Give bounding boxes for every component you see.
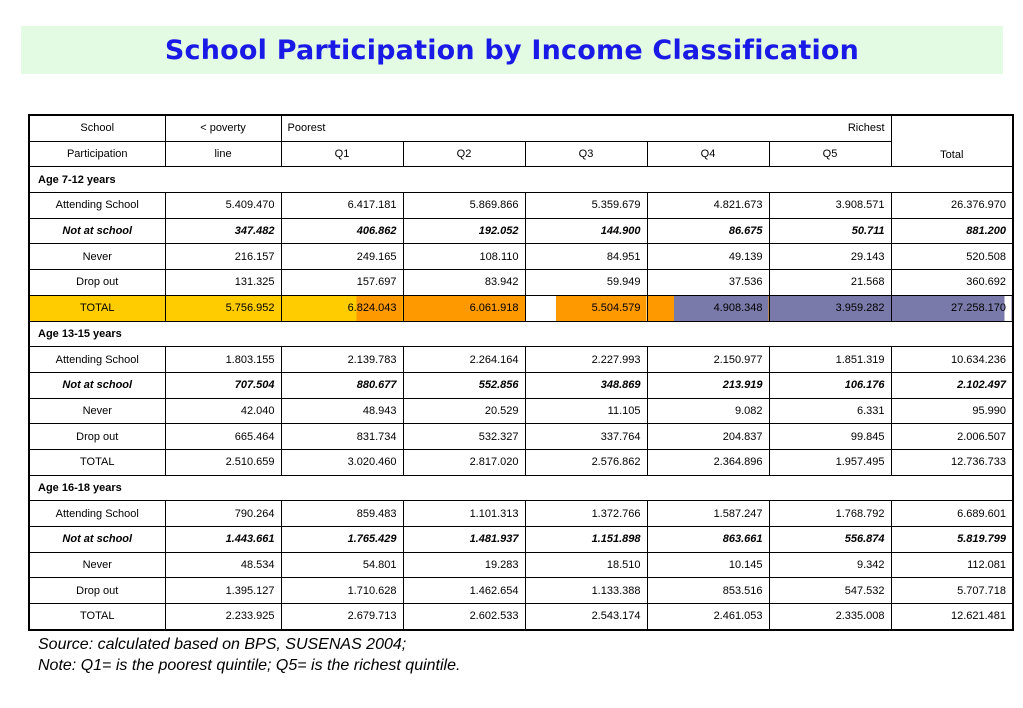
table-cell: 37.536 xyxy=(647,270,769,296)
header-poverty: < poverty xyxy=(165,115,281,141)
row-label: Never xyxy=(29,244,165,270)
header-q4: Q4 xyxy=(647,141,769,167)
table-cell: 665.464 xyxy=(165,424,281,450)
table-cell: 95.990 xyxy=(891,398,1013,424)
table-cell: 157.697 xyxy=(281,270,403,296)
header-line: line xyxy=(165,141,281,167)
table-cell: 204.837 xyxy=(647,424,769,450)
table-row xyxy=(29,527,1013,553)
table-cell: 1.481.937 xyxy=(403,527,525,553)
table-row xyxy=(29,244,1013,270)
table-row xyxy=(29,270,1013,296)
table-cell: 2.576.862 xyxy=(525,449,647,475)
table-row xyxy=(29,372,1013,398)
table-cell: 19.283 xyxy=(403,552,525,578)
table-cell: 1.768.792 xyxy=(769,501,891,527)
row-label: Not at school xyxy=(29,218,165,244)
table-cell: 6.061.918 xyxy=(403,295,525,321)
header-q1: Q1 xyxy=(281,141,403,167)
row-label: Not at school xyxy=(29,372,165,398)
table-cell: 881.200 xyxy=(891,218,1013,244)
table-cell: 11.105 xyxy=(525,398,647,424)
footnote xyxy=(38,634,460,676)
header-poorest: Poorest xyxy=(287,122,326,135)
table-cell: 347.482 xyxy=(165,218,281,244)
table-cell: 5.359.679 xyxy=(525,193,647,219)
table-cell: 3.020.460 xyxy=(281,449,403,475)
table-cell: 853.516 xyxy=(647,578,769,604)
header-q2: Q2 xyxy=(403,141,525,167)
table-cell: 54.801 xyxy=(281,552,403,578)
header-participation: Participation xyxy=(29,141,165,167)
table-cell: 863.661 xyxy=(647,527,769,553)
table-cell: 9.082 xyxy=(647,398,769,424)
table-row xyxy=(29,604,1013,630)
footnote-note: Note: Q1= is the poorest quintile; Q5= is the richest quintile. xyxy=(38,657,461,674)
table-cell: 20.529 xyxy=(403,398,525,424)
table-cell: 112.081 xyxy=(891,552,1013,578)
header-school: School xyxy=(29,115,165,141)
table-cell: 3.908.571 xyxy=(769,193,891,219)
section-label: Age 7-12 years xyxy=(29,167,1013,193)
table-cell: 2.510.659 xyxy=(165,449,281,475)
table-cell: 2.233.925 xyxy=(165,604,281,630)
table-cell: 1.151.898 xyxy=(525,527,647,553)
table-cell: 2.006.507 xyxy=(891,424,1013,450)
row-label: Drop out xyxy=(29,270,165,296)
table-cell: 2.543.174 xyxy=(525,604,647,630)
table-cell: 99.845 xyxy=(769,424,891,450)
header-total: Total xyxy=(891,115,1013,167)
table-cell: 880.677 xyxy=(281,372,403,398)
table-cell: 790.264 xyxy=(165,501,281,527)
table-cell: 2.364.896 xyxy=(647,449,769,475)
table-cell: 59.949 xyxy=(525,270,647,296)
table-row xyxy=(29,193,1013,219)
table-cell: 5.409.470 xyxy=(165,193,281,219)
table-cell: 1.101.313 xyxy=(403,501,525,527)
header-row-2 xyxy=(29,141,1013,167)
table-cell: 9.342 xyxy=(769,552,891,578)
table-cell: 3.959.282 xyxy=(769,295,891,321)
table-cell: 556.874 xyxy=(769,527,891,553)
table-cell: 42.040 xyxy=(165,398,281,424)
table-cell: 348.869 xyxy=(525,372,647,398)
table-cell: 10.145 xyxy=(647,552,769,578)
table-cell: 5.504.579 xyxy=(525,295,647,321)
row-label: Never xyxy=(29,398,165,424)
section-row xyxy=(29,321,1013,347)
table-cell: 1.803.155 xyxy=(165,347,281,373)
row-label: TOTAL xyxy=(29,449,165,475)
table-cell: 2.150.977 xyxy=(647,347,769,373)
table-cell: 26.376.970 xyxy=(891,193,1013,219)
table-cell: 552.856 xyxy=(403,372,525,398)
header-q3: Q3 xyxy=(525,141,647,167)
section-label: Age 16-18 years xyxy=(29,475,1013,501)
table-cell: 249.165 xyxy=(281,244,403,270)
table-row xyxy=(29,347,1013,373)
page-title: School Participation by Income Classification xyxy=(164,34,860,66)
row-label: Not at school xyxy=(29,527,165,553)
table-cell: 106.176 xyxy=(769,372,891,398)
section-label: Age 13-15 years xyxy=(29,321,1013,347)
table-cell: 216.157 xyxy=(165,244,281,270)
table-cell: 4.908.348 xyxy=(647,295,769,321)
table-cell: 1.372.766 xyxy=(525,501,647,527)
table-cell: 12.621.481 xyxy=(891,604,1013,630)
title-banner xyxy=(21,26,1003,74)
table-cell: 192.052 xyxy=(403,218,525,244)
footnote-source: Source: calculated based on BPS, SUSENAS 2004; xyxy=(38,636,407,653)
table-row xyxy=(29,552,1013,578)
header-richest: Richest xyxy=(847,122,885,135)
table-cell: 547.532 xyxy=(769,578,891,604)
participation-table xyxy=(28,114,1014,631)
table-cell: 2.461.053 xyxy=(647,604,769,630)
header-q5: Q5 xyxy=(769,141,891,167)
section-row xyxy=(29,167,1013,193)
table-cell: 1.133.388 xyxy=(525,578,647,604)
table-cell: 144.900 xyxy=(525,218,647,244)
table-row xyxy=(29,578,1013,604)
table-cell: 18.510 xyxy=(525,552,647,578)
table-cell: 50.711 xyxy=(769,218,891,244)
table-cell: 337.764 xyxy=(525,424,647,450)
table-row xyxy=(29,218,1013,244)
table-cell: 1.395.127 xyxy=(165,578,281,604)
table-cell: 10.634.236 xyxy=(891,347,1013,373)
table-cell: 2.602.533 xyxy=(403,604,525,630)
table-cell: 1.851.319 xyxy=(769,347,891,373)
table-cell: 406.862 xyxy=(281,218,403,244)
table-cell: 1.710.628 xyxy=(281,578,403,604)
table-cell: 5.819.799 xyxy=(891,527,1013,553)
table-cell: 532.327 xyxy=(403,424,525,450)
row-label: Attending School xyxy=(29,347,165,373)
row-label: TOTAL xyxy=(29,295,165,321)
row-label: Attending School xyxy=(29,501,165,527)
table-cell: 21.568 xyxy=(769,270,891,296)
table-cell: 48.943 xyxy=(281,398,403,424)
table-row xyxy=(29,501,1013,527)
table-cell: 707.504 xyxy=(165,372,281,398)
table-cell: 2.679.713 xyxy=(281,604,403,630)
header-quintile-range xyxy=(281,115,891,141)
table-cell: 1.765.429 xyxy=(281,527,403,553)
table-cell: 1.957.495 xyxy=(769,449,891,475)
section-row xyxy=(29,475,1013,501)
table-cell: 84.951 xyxy=(525,244,647,270)
table-row xyxy=(29,295,1013,321)
table-cell: 86.675 xyxy=(647,218,769,244)
table-cell: 49.139 xyxy=(647,244,769,270)
table-cell: 5.756.952 xyxy=(165,295,281,321)
table-cell: 83.942 xyxy=(403,270,525,296)
table-cell: 2.102.497 xyxy=(891,372,1013,398)
table-cell: 4.821.673 xyxy=(647,193,769,219)
table-cell: 2.139.783 xyxy=(281,347,403,373)
table-row xyxy=(29,424,1013,450)
table-cell: 2.817.020 xyxy=(403,449,525,475)
table-cell: 5.707.718 xyxy=(891,578,1013,604)
row-label: Attending School xyxy=(29,193,165,219)
table-cell: 5.869.866 xyxy=(403,193,525,219)
table-cell: 6.417.181 xyxy=(281,193,403,219)
table-cell: 2.227.993 xyxy=(525,347,647,373)
table-cell: 29.143 xyxy=(769,244,891,270)
table-cell: 2.335.008 xyxy=(769,604,891,630)
header-row-1 xyxy=(29,115,1013,141)
table-cell: 213.919 xyxy=(647,372,769,398)
table-cell: 1.587.247 xyxy=(647,501,769,527)
table-cell: 1.462.654 xyxy=(403,578,525,604)
row-label: Drop out xyxy=(29,424,165,450)
table-cell: 131.325 xyxy=(165,270,281,296)
table-cell: 6.824.043 xyxy=(281,295,403,321)
table-cell: 831.734 xyxy=(281,424,403,450)
table-cell: 520.508 xyxy=(891,244,1013,270)
table-cell: 48.534 xyxy=(165,552,281,578)
table-cell: 12.736.733 xyxy=(891,449,1013,475)
table-row xyxy=(29,398,1013,424)
row-label: TOTAL xyxy=(29,604,165,630)
row-label: Never xyxy=(29,552,165,578)
row-label: Drop out xyxy=(29,578,165,604)
table-cell: 6.331 xyxy=(769,398,891,424)
table-cell: 108.110 xyxy=(403,244,525,270)
table-cell: 27.258.170 xyxy=(891,295,1013,321)
table-row xyxy=(29,449,1013,475)
table-cell: 859.483 xyxy=(281,501,403,527)
table-cell: 1.443.661 xyxy=(165,527,281,553)
table-cell: 6.689.601 xyxy=(891,501,1013,527)
table-cell: 360.692 xyxy=(891,270,1013,296)
table-cell: 2.264.164 xyxy=(403,347,525,373)
